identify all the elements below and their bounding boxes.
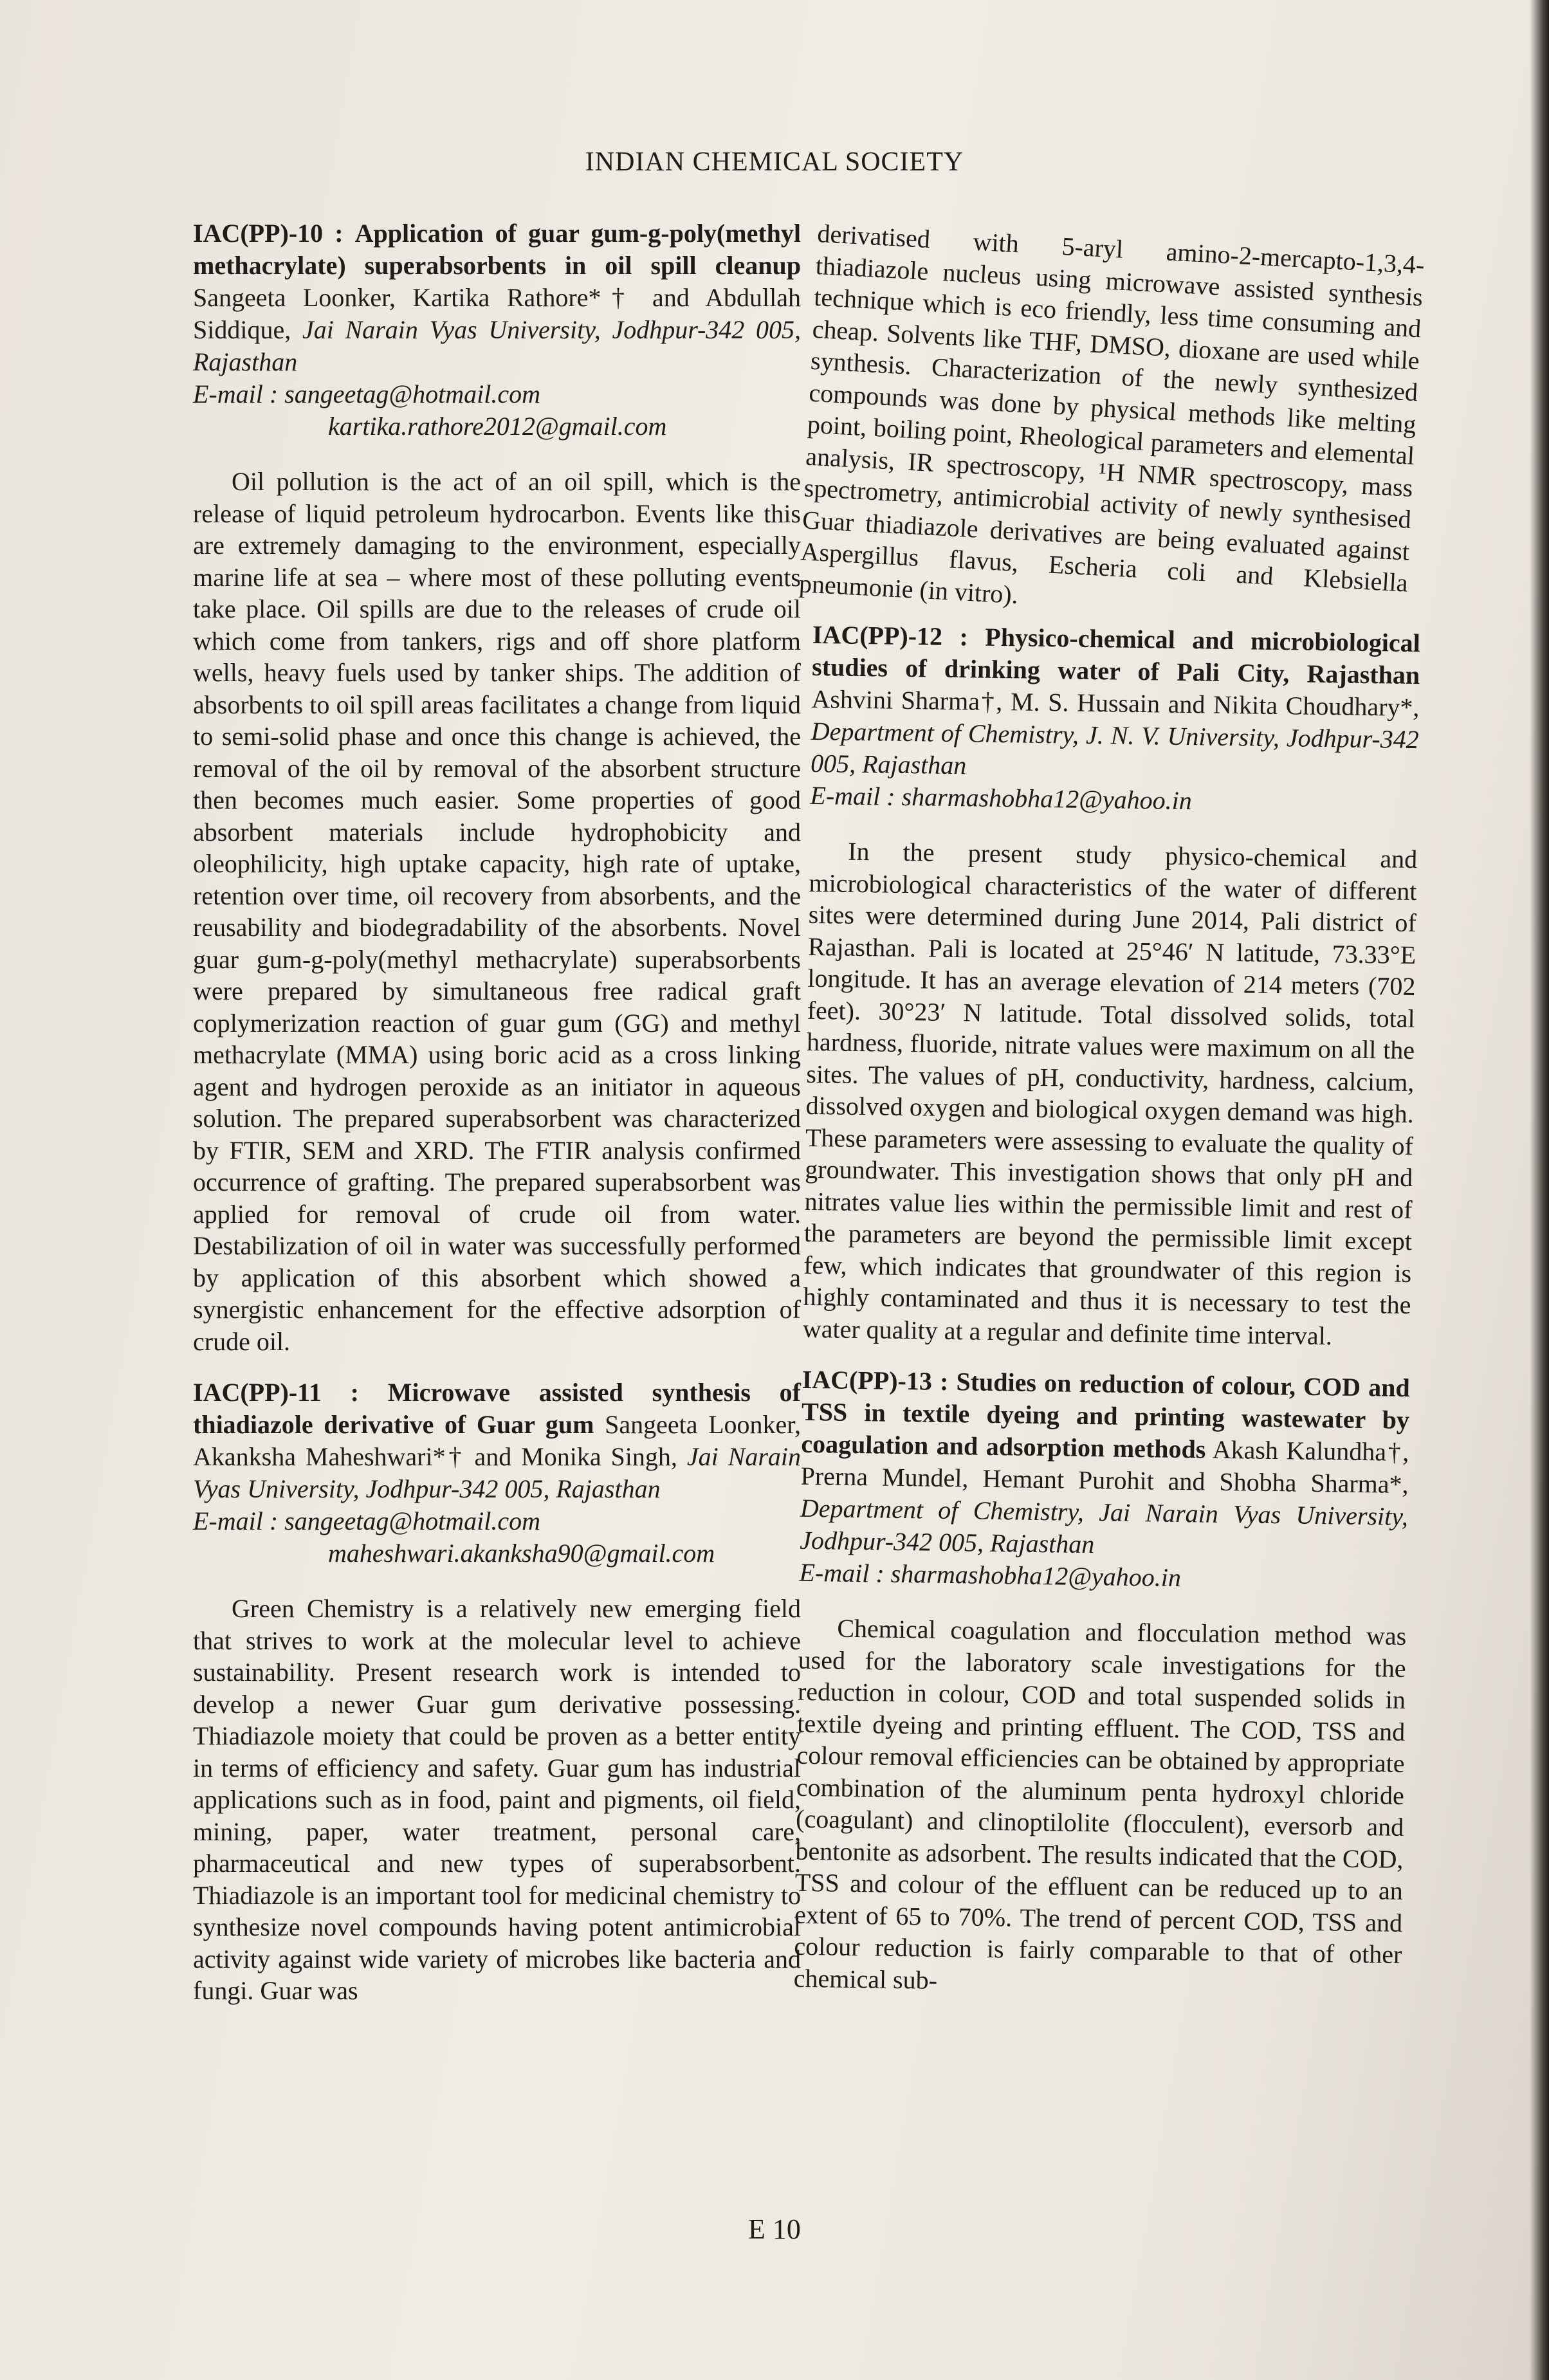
abstract-body: Chemical coagulation and flocculation method was used for the laboratory scale investigations for the reduction in colour, COD and total suspended solids in textile dyeing and printing effluent. The COD, TSS and colour removal efficiencies can be obtained by appropriate combination of the aluminum penta hydroxyl chloride (coagulant) and clinoptilolite (flocculent), eversorb and bentonite as adsorbent. The results indicated that the COD, TSS and colour of the effluent can be reduced up to an extent of 65 to 70%. The trend of percent COD, TSS and colour reduction is fairly comparable to that of other chemical sub- <box>793 1613 1407 1995</box>
abstract-header-iac-pp-13 <box>800 1364 1410 1565</box>
abstract-header-iac-pp-11 <box>193 1377 801 1505</box>
abstract-title: Physico-chemical and microbiological studies of drinking water of Pali City, Rajasthan <box>811 622 1421 690</box>
abstract-code: IAC(PP)-10 : <box>193 219 344 248</box>
email-line: E-mail : sangeetag@hotmail.com <box>193 380 541 408</box>
page-number: E 10 <box>748 2213 801 2245</box>
right-column <box>793 217 1425 2002</box>
left-column <box>193 217 801 2007</box>
running-head: INDIAN CHEMICAL SOCIETY <box>585 147 964 177</box>
abstract-authors: Sangeeta Loonker, Akanksha Maheshwari*† and Monika Singh, <box>193 1410 802 1471</box>
abstract-body: Green Chemistry is a relatively new emerging field that strives to work at the molecular level to achieve sustainability. Present research work is intended to develop a newer Guar gum derivative possessing. Thiadiazole moiety that could be proven as a better entity in terms of efficiency and safety. Guar gum has industrial applications such as in food, paint and pigments, oil field, mining, paper, water treatment, personal care, pharmaceutical and new types of superabsorbent. Thiadiazole is an important tool for medicinal chemistry to synthesize novel compounds having potent antimicrobial activity against wide variety of microbes like bacteria and fungi. Guar was <box>193 1594 801 2005</box>
email-line: E-mail : sharmashobha12@yahoo.in <box>810 780 1193 816</box>
abstract-code: IAC(PP)-13 : <box>802 1364 949 1396</box>
abstract-code: IAC(PP)-11 : <box>193 1378 359 1407</box>
abstract-authors: Ashvini Sharma†, M. S. Hussain and Nikita Choudhary*, <box>811 684 1420 722</box>
abstract-header-iac-pp-12 <box>811 619 1420 788</box>
abstract-authors: Akash Kalundha†, Prerna Mundel, Hemant Purohit and Shobha Sharma*, <box>800 1434 1409 1499</box>
abstract-title: Studies on reduction of colour, COD and TSS in textile dyeing and printing wastewater by coagulation and adsorption methods <box>801 1367 1411 1464</box>
abstract-code: IAC(PP)-12 : <box>812 619 969 652</box>
abstract-body: Oil pollution is the act of an oil spill, which is the release of liquid petroleum hydrocarbon. Events like this are extremely damaging to the environment, especially marine life at sea – where most of these polluting events take place. Oil spills are due to the releases of crude oil which come from tankers, rigs and off shore platform wells, heavy fuels used by tanker ships. The addition of absorbents to oil spill areas facilitates a change from liquid to semi-solid phase and once this change is achieved, the removal of the oil by removal of the absorbent structure then becomes much easier. Some properties of good absorbent materials include hydrophobicity and oleophilicity, high uptake capacity, high rate of uptake, retention over time, oil recovery from absorbents, and the reusability and biodegradability of the absorbents. Novel guar gum-g-poly(methyl methacrylate) superabsorbents were prepared by simultaneous free radical graft coplymerization reaction of guar gum (GG) and methyl methacrylate (MMA) using boric acid as a cross linking agent and hydrogen peroxide as an initiator in aqueous solution. The prepared superabsorbent was characterized by FTIR, SEM and XRD. The FTIR analysis confirmed occurrence of grafting. The prepared superabsorbent was applied for removal of crude oil from water. Destabilization of oil in water was successfully performed by application of this absorbent which showed a synergistic enhancement for the effective adsorption of crude oil. <box>193 467 801 1356</box>
abstract-title: Microwave assisted synthesis of thiadiazole derivative of Guar gum <box>193 1378 801 1439</box>
abstract-title: Application of guar gum-g-poly(methyl methacrylate) superabsorbents in oil spill cleanup <box>193 219 802 280</box>
abstract-affiliation: Jai Narain Vyas University, Jodhpur-342 005, Rajasthan <box>193 1442 801 1503</box>
section-gap <box>193 1357 801 1377</box>
email-line-secondary: kartika.rathore2012@gmail.com <box>328 412 667 441</box>
email-line-secondary: maheshwari.akanksha90@gmail.com <box>328 1539 715 1568</box>
abstract-body-continued: derivatised with 5-aryl amino-2-mercapto-1,3,4-thiadiazole nucleus using microwave assisted synthesis technique which is eco friendly, less time consuming and cheap. Solvents like THF, DMSO, dioxane are used while synthesis. Characterization of the newly synthesized compounds was done by physical methods like melting point, boiling point, Rheological parameters and elemental analysis, IR spectroscopy, ¹H NMR spectroscopy, mass spectrometry, antimicrobial activity of newly synthesised Guar thiadiazole derivatives are being evaluated against Aspergillus flavus, Escheria coli and Klebsiella pneumonie (in vitro). <box>798 218 1425 609</box>
abstract-header-iac-pp-10 <box>193 217 801 378</box>
abstract-affiliation: Department of Chemistry, J. N. V. University, Jodhpur-342 005, Rajasthan <box>810 716 1420 780</box>
abstract-body: In the present study physico-chemical and microbiological characteristics of the water of different sites were determined during June 2014, Pali district of Rajasthan. Pali is located at 25°46′ N latitude, 73.33°E longitude. It has an average elevation of 214 meters (702 feet). 30°23′ N latitude. Total dissolved solids, total hardness, fluoride, nitrate values were maximum on all the sites. The values of pH, conductivity, hardness, calcium, dissolved oxygen and biological oxygen demand was high. These parameters were assessing to evaluate the quality of groundwater. This investigation shows that only pH and nitrates value lies within the permissible limit and rest of the parameters are beyond the permissible limit except few, which indicates that groundwater of this region is highly contaminated and thus it is necessary to test the water quality at a regular and definite time interval. <box>802 836 1418 1350</box>
abstract-affiliation: Jai Narain Vyas University, Jodhpur-342 005, Rajasthan <box>193 315 802 376</box>
page-edge-shadow <box>1530 0 1549 2380</box>
email-line: E-mail : sangeetag@hotmail.com <box>193 1506 541 1535</box>
abstract-authors: Sangeeta Loonker, Kartika Rathore*† and Abdullah Siddique, <box>193 283 801 344</box>
abstract-affiliation: Department of Chemistry, Jai Narain Vyas University, Jodhpur-342 005, Rajasthan <box>799 1493 1409 1559</box>
email-line: E-mail : sharmashobha12@yahoo.in <box>799 1557 1182 1593</box>
